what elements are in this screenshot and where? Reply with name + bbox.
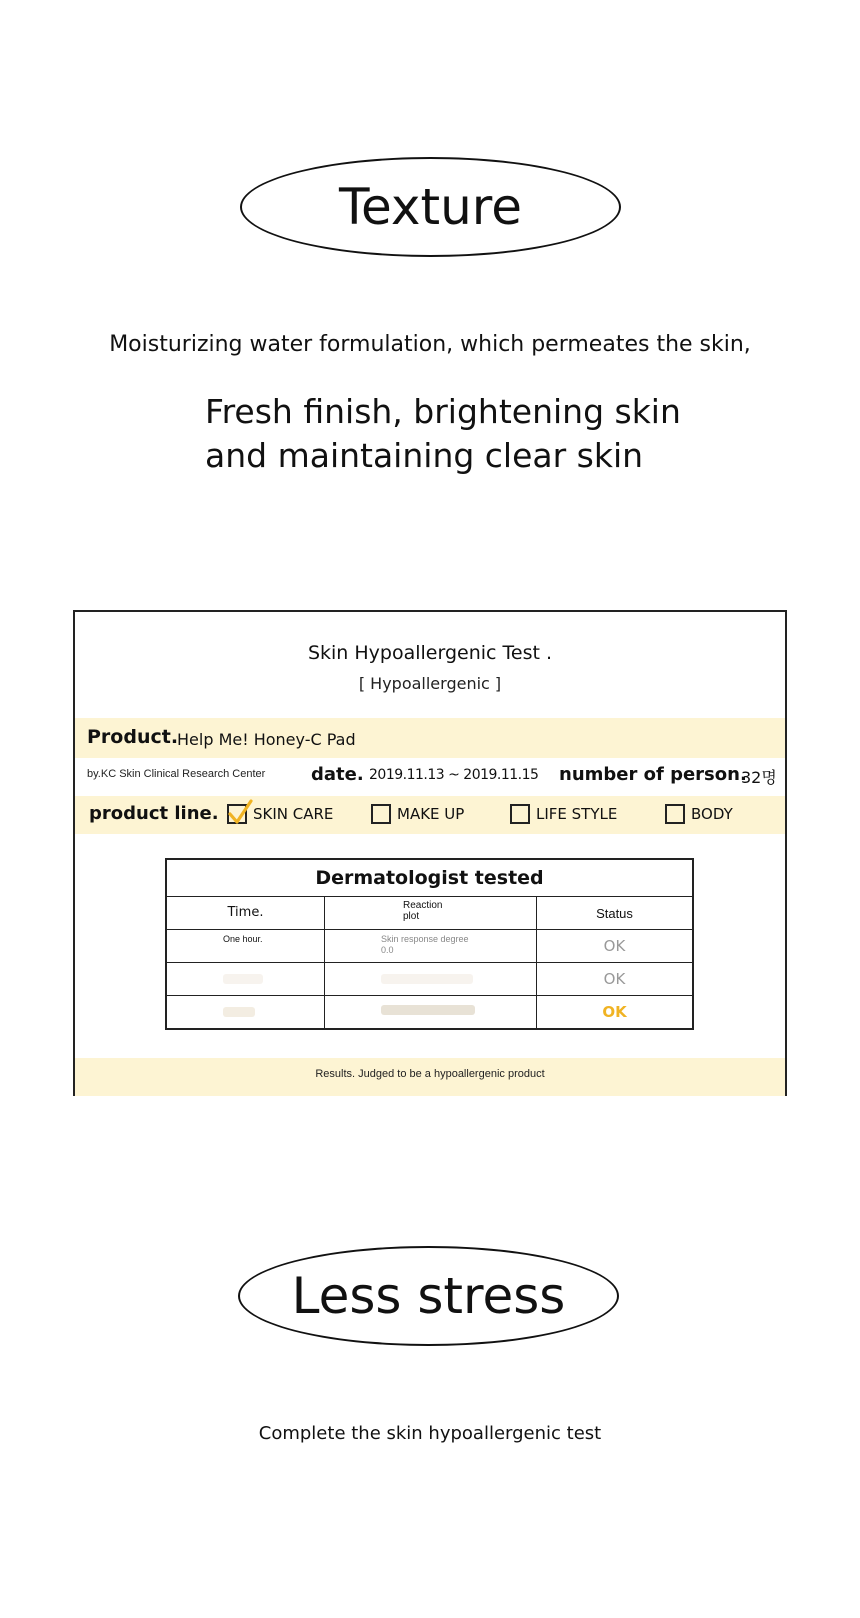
header-time: Time. — [227, 905, 264, 920]
cell-time — [167, 930, 325, 962]
persons-value: 32명 — [741, 768, 777, 787]
research-center: by.KC Skin Clinical Research Center — [87, 768, 266, 780]
texture-headline — [205, 390, 681, 478]
date-label: date. — [311, 764, 364, 785]
table-row — [167, 996, 692, 1029]
cell-time — [167, 963, 325, 995]
persons-label: number of person. — [559, 764, 747, 785]
row-status: OK — [603, 970, 626, 988]
header-plot: Reaction plot — [403, 900, 443, 922]
checkbox-label: LIFE STYLE — [536, 805, 618, 823]
texture-oval — [240, 157, 621, 257]
hypoallergenic-test-card — [73, 610, 787, 1096]
product-value: Help Me! Honey-C Pad — [177, 730, 356, 749]
less-stress-title: Less stress — [291, 1267, 566, 1325]
product-label: Product. — [87, 726, 179, 748]
degree-value: 0.0 — [381, 945, 394, 955]
cell-status — [537, 930, 692, 962]
row-time: One hour. — [223, 934, 263, 944]
cell-status — [537, 996, 692, 1029]
checkmark-icon — [227, 798, 253, 826]
texture-title: Texture — [338, 178, 523, 236]
cell-degree — [325, 963, 537, 995]
header-cell — [167, 897, 325, 929]
checkbox-skin-care — [227, 804, 333, 824]
blurred-text — [223, 974, 263, 984]
checkbox-box — [510, 804, 530, 824]
checkbox-box — [665, 804, 685, 824]
card-subtitle: [ Hypoallergenic ] — [358, 674, 502, 693]
date-value: 2019.11.13 ~ 2019.11.15 — [369, 767, 539, 783]
row-status: OK — [602, 1003, 627, 1021]
checkbox-label: SKIN CARE — [253, 805, 334, 823]
header-cell — [537, 897, 692, 929]
card-title: Skin Hypoallergenic Test . — [307, 642, 553, 664]
cell-time — [167, 996, 325, 1029]
headline-line-2: and maintaining clear skin — [205, 436, 644, 475]
row-degree — [381, 934, 469, 956]
checkbox-label: MAKE UP — [397, 805, 465, 823]
table-header-row — [167, 897, 692, 930]
checkbox-box — [227, 804, 247, 824]
cell-status — [537, 963, 692, 995]
headline-line-1: Fresh finish, brightening skin — [205, 392, 681, 431]
checkbox-box — [371, 804, 391, 824]
header-cell — [325, 897, 537, 929]
less-stress-oval — [238, 1246, 619, 1346]
product-line-label: product line. — [89, 803, 219, 824]
blurred-text — [381, 974, 473, 984]
degree-label: Skin response degree — [381, 934, 469, 944]
less-stress-description: Complete the skin hypoallergenic test — [258, 1423, 602, 1444]
checkbox-label: BODY — [691, 805, 733, 823]
cell-degree — [325, 996, 537, 1029]
blurred-text — [381, 1005, 475, 1015]
table-row — [167, 963, 692, 996]
result-text: Results. Judged to be a hypoallergenic product — [315, 1068, 545, 1080]
checkbox-make-up — [371, 804, 464, 824]
blurred-text — [223, 1007, 255, 1017]
table-row — [167, 930, 692, 963]
checkbox-body — [665, 804, 733, 824]
table-title: Dermatologist tested — [167, 860, 692, 897]
dermatologist-table — [165, 858, 694, 1030]
header-status: Status — [596, 906, 633, 921]
texture-description: Moisturizing water formulation, which permeates the skin, — [109, 332, 751, 357]
checkbox-life-style — [510, 804, 617, 824]
row-status: OK — [603, 937, 626, 955]
cell-degree — [325, 930, 537, 962]
